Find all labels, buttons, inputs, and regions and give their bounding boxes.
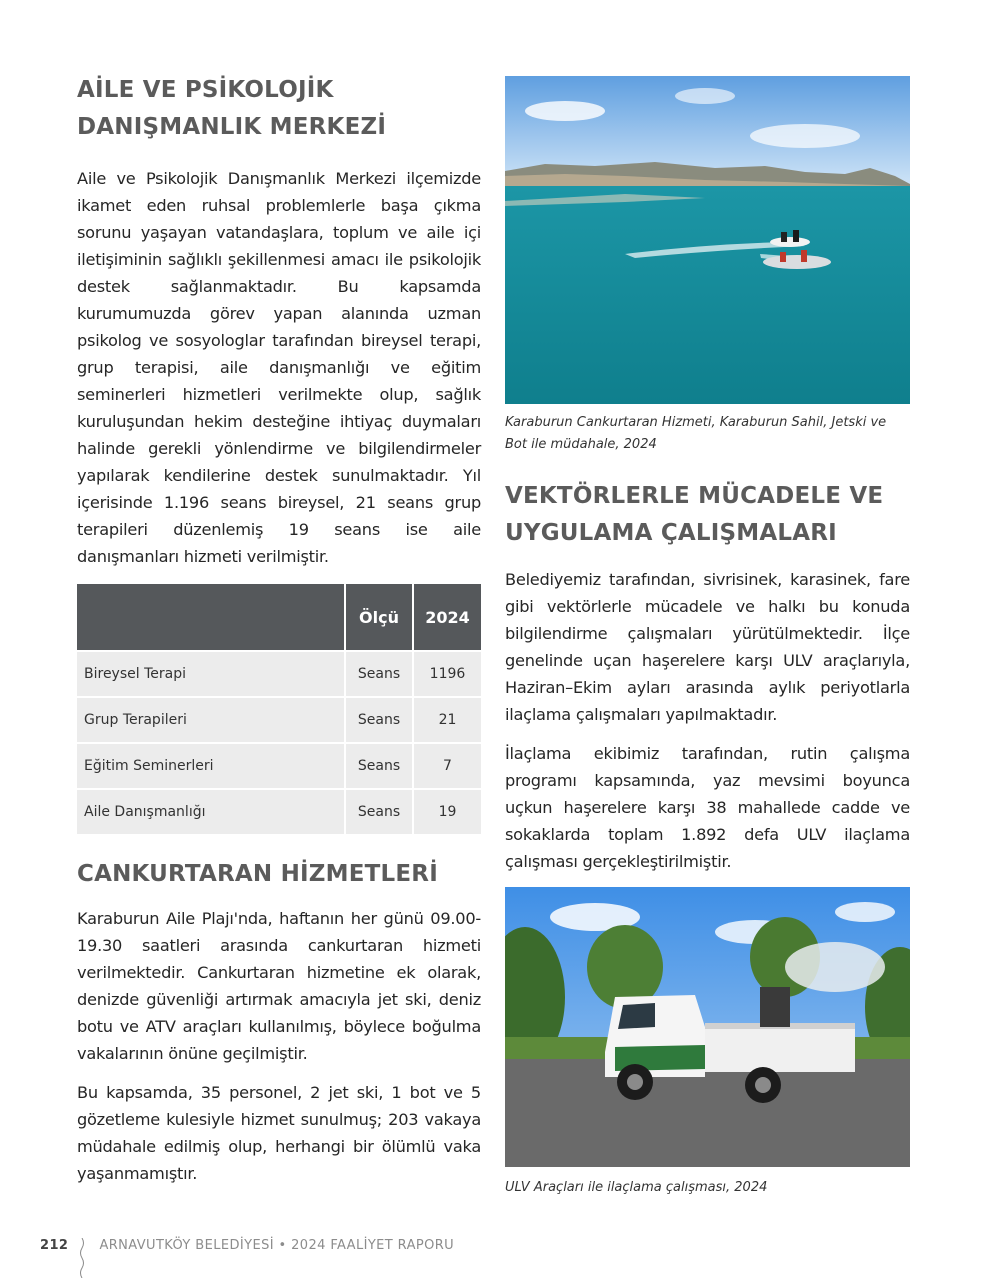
vektor-paragraph-2: İlaçlama ekibimiz tarafından, rutin çalışma programı kapsamında, yaz mevsimi boyunca uçkun haşerelere karşı 38 mahallede cadde ve sokaklarda toplam 1.892 defa ULV ilaçlama çalışması gerçekleştirilmiştir.: [505, 744, 910, 871]
row-value: 19: [412, 788, 481, 834]
spray-mist: [785, 942, 885, 992]
footer-text: ARNAVUTKÖY BELEDİYESİ • 2024 FAALİYET RAPORU: [99, 1238, 455, 1253]
aile-title-line1: AİLE VE PSİKOLOJİK: [77, 77, 334, 103]
table-header-year: 2024: [412, 584, 481, 650]
table-row: [77, 696, 481, 742]
table-row: [77, 742, 481, 788]
ulv-truck-illustration: [505, 887, 910, 1167]
row-unit: Seans: [344, 696, 412, 742]
row-unit: Seans: [344, 788, 412, 834]
seans-table: [77, 584, 481, 834]
sea-rescue-illustration: [505, 76, 910, 404]
table-header-name: [77, 584, 344, 650]
row-value: 1196: [412, 650, 481, 696]
photo1-caption: Karaburun Cankurtaran Hizmeti, Karaburun Sahil, Jetski ve Bot ile müdahale, 2024: [505, 415, 887, 452]
vektor-title-line2: UYGULAMA ÇALIŞMALARI: [505, 520, 837, 546]
aile-title: [77, 72, 481, 146]
aile-paragraph: Aile ve Psikolojik Danışmanlık Merkezi ilçemizde ikamet eden ruhsal problemlerle başa çıkma sorunu yaşayan vatandaşlara, toplum ve aile içi iletişiminin sağlıklı şekillenmesi amacı ile psikolojik destek sağlanmaktadır. Bu kapsamda kurumumuzda görev yapan alanında uzman psikolog ve sosyologlar tarafından bireysel terapi, grup terapisi, aile danışmanlığı ve eğitim seminerleri hizmetleri verilmekte olup, sağlık kuruluşundan hekim desteğine ihtiyaç duymaları halinde gerekli yönlendirme ve bilgilendirmeler yapılarak kendilerine destek sunulmaktadır. Yıl içerisinde 1.196 seans bireysel, 21 seans grup terapileri düzenlemiş 19 seans ise aile danışmanları hizmeti verilmiştir.: [77, 169, 481, 566]
footer: [40, 1238, 454, 1278]
cankurtaran-paragraph-2: Bu kapsamda, 35 personel, 2 jet ski, 1 bot ve 5 gözetleme kulesiyle hizmet sunulmuş; 203 vakaya müdahale edilmiş olup, herhangi bir ölümlü vaka yaşanmamıştır.: [77, 1083, 481, 1183]
aile-title-line2: DANIŞMANLIK MERKEZİ: [77, 114, 387, 140]
vektor-title-line1: VEKTÖRLERLE MÜCADELE VE: [505, 483, 884, 509]
table-header-row: [77, 584, 481, 650]
row-unit: Seans: [344, 650, 412, 696]
table-header-unit: Ölçü: [344, 584, 412, 650]
row-name: Bireysel Terapi: [77, 650, 344, 696]
row-value: 21: [412, 696, 481, 742]
cankurtaran-title: CANKURTARAN HİZMETLERİ: [77, 861, 438, 887]
left-column: [77, 72, 481, 1187]
table-row: [77, 788, 481, 834]
photo2-caption: ULV Araçları ile ilaçlama çalışması, 2024: [505, 1180, 768, 1195]
sea: [505, 186, 910, 404]
row-unit: Seans: [344, 742, 412, 788]
table-row: [77, 650, 481, 696]
vektor-title: [505, 478, 910, 552]
road: [505, 1057, 910, 1167]
cloud: [835, 902, 895, 922]
vektor-paragraph-1: Belediyemiz tarafından, sivrisinek, karasinek, fare gibi vektörlerle mücadele ve halkı bu konuda bilgilendirme çalışmaları yürütülmektedir. İlçe genelinde uçan haşerelere karşı ULV araçlarıyla, Haziran–Ekim ayları arasında aylık periyotlarla ilaçlama çalışmaları yapılmaktadır.: [505, 570, 910, 724]
row-value: 7: [412, 742, 481, 788]
cloud: [750, 124, 860, 148]
cloud: [525, 101, 605, 121]
row-name: Eğitim Seminerleri: [77, 742, 344, 788]
cloud: [675, 88, 735, 104]
footer-divider-icon: [79, 1238, 85, 1278]
sea-rescue-photo: [505, 76, 910, 404]
page-number: 212: [40, 1238, 69, 1253]
row-name: Aile Danışmanlığı: [77, 788, 344, 834]
right-column: [505, 76, 910, 1199]
row-name: Grup Terapileri: [77, 696, 344, 742]
ulv-truck-photo: [505, 887, 910, 1167]
cankurtaran-paragraph-1: Karaburun Aile Plajı'nda, haftanın her günü 09.00-19.30 saatleri arasında cankurtaran hizmeti verilmektedir. Cankurtaran hizmetine ek olarak, denizde güvenliği artırmak amacıyla jet ski, deniz botu ve ATV araçları kullanılmış, böylece boğulma vakalarının önüne geçilmiştir.: [77, 909, 481, 1063]
